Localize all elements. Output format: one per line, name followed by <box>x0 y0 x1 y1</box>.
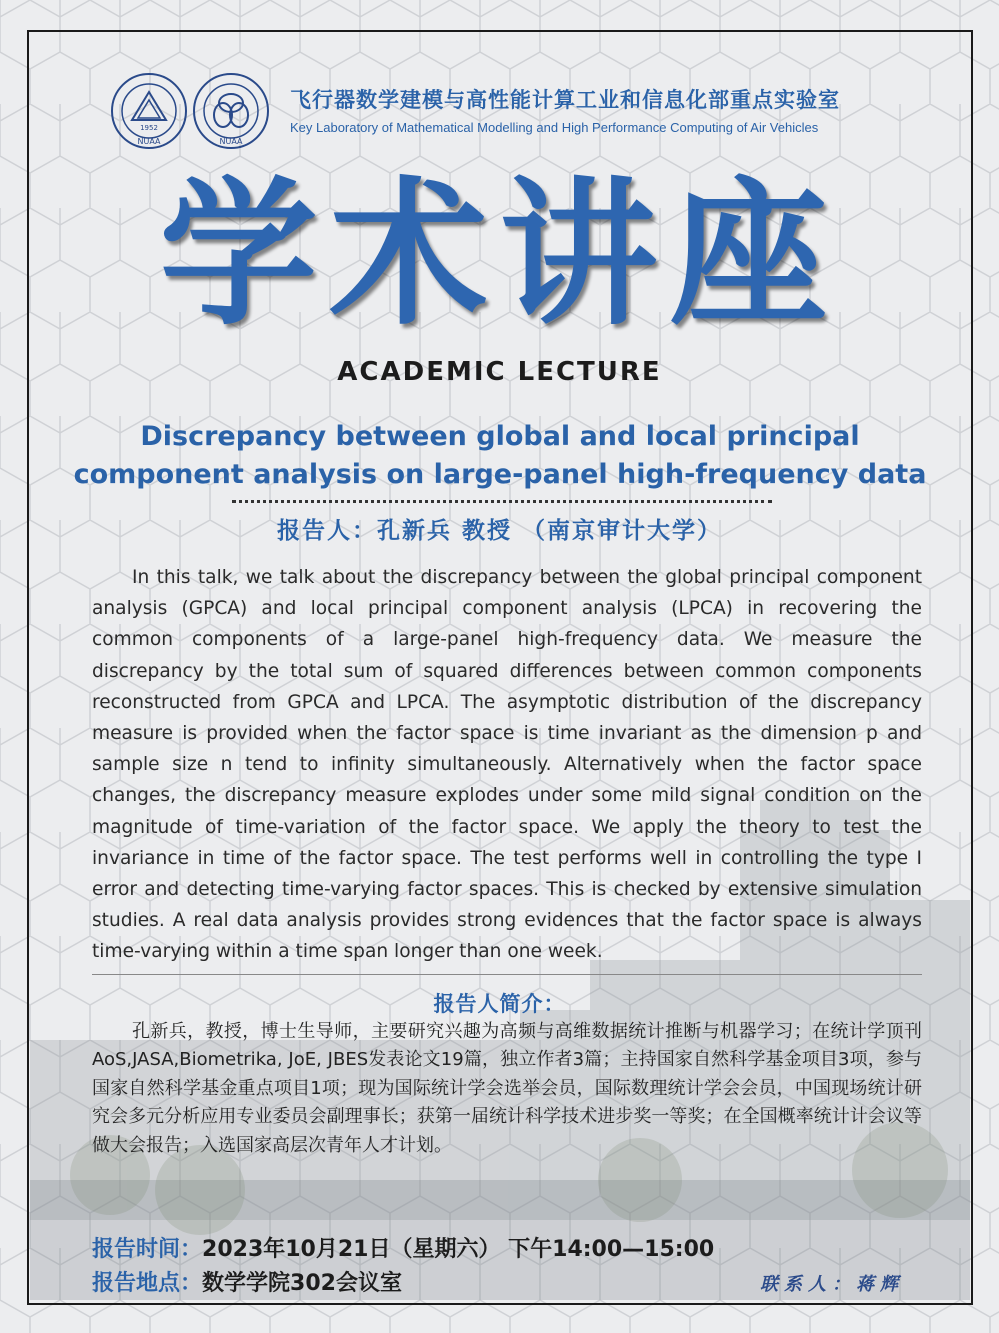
speaker-line: 报告人：孔新兵 教授 （南京审计大学） <box>276 518 722 544</box>
talk-title: Discrepancy between global and local principal component analysis on large-panel high-frequency data <box>73 421 927 490</box>
place-value: 数学学院302会议室 <box>202 1271 402 1296</box>
lab-name-chinese: 飞行器数学建模与高性能计算工业和信息化部重点实验室 <box>290 88 840 112</box>
logo-text: NUAA <box>219 137 243 146</box>
time-value: 2023年10月21日（星期六） 下午14:00—15:00 <box>202 1237 715 1262</box>
place-label: 报告地点： <box>92 1271 203 1296</box>
time-row <box>92 1232 714 1263</box>
bio-heading: 报告人简介： <box>433 992 566 1016</box>
section-divider <box>92 974 922 975</box>
poster-subtitle: ACADEMIC LECTURE <box>337 357 662 387</box>
poster-title: 学术讲座 <box>159 163 840 347</box>
speaker-bio: 孔新兵，教授，博士生导师，主要研究兴趣为高频与高维数据统计推断与机器学习；在统计学顶刊AoS,JASA,Biometrika, JoE, JBES发表论文19篇，独立作者3篇；主持国家自然科学基金项目3项，参与国家自然科学基金重点项目1项；现为国际统计学会选举会员，国际数理统计学会会员，中国现场统计研究会多元分析应用专业委员会副理事长；获第一届统计科学技术进步奖一等奖；在全国概率统计计会议等做大会报告；入选国家高层次青年人才计划。 <box>92 1021 922 1156</box>
contact-person: 联系人：蒋辉 <box>760 1274 904 1295</box>
time-label: 报告时间： <box>92 1237 203 1262</box>
place-row <box>92 1266 402 1297</box>
logo-year: 1952 <box>140 124 158 132</box>
nuaa-logo <box>110 72 188 150</box>
logo-text: NUAA <box>137 137 161 146</box>
dotted-divider <box>232 500 772 503</box>
talk-abstract: In this talk, we talk about the discrepancy between the global principal component analysis (GPCA) and local principal component analysis (LPCA) in recovering the common components of a large-panel high-frequency data. We measure the discrepancy by the total sum of squared differences between common components reconstructed from GPCA and LPCA. The asymptotic distribution of the discrepancy measure is provided when the factor space is time invariant as the dimension p and sample size n tend to infinity simultaneously. Alternatively when the factor space changes, the discrepancy measure explodes under some mild signal condition on the magnitude of time-variation of the factor space. We apply the theory to test the invariance in time of the factor space. The test performs well in controlling the type I error and detecting time-varying factor spaces. This is checked by extensive simulation studies. A real data analysis provides strong evidences that the factor space is always time-varying within a time span longer than one week. <box>92 567 922 963</box>
laboratory-logo <box>192 72 270 150</box>
lab-name-english: Key Laboratory of Mathematical Modelling and High Performance Computing of Air Vehicles <box>290 120 819 135</box>
